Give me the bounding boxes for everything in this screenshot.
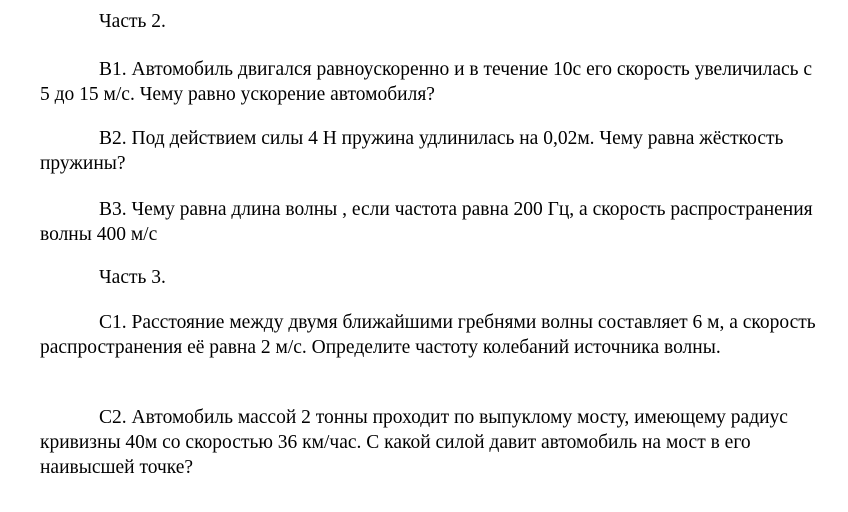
question-b2: В2. Под действием силы 4 Н пружина удлинилась на 0,02м. Чему равна жёсткость пружины? xyxy=(40,128,784,174)
part3-heading: Часть 3. xyxy=(99,267,166,288)
question-c1: С1. Расстояние между двумя ближайшими гребнями волны составляет 6 м, а скорость распространения её равна 2 м/с. Определите частоту колебаний источника волны. xyxy=(40,312,816,358)
question-b3: В3. Чему равна длина волны , если частота равна 200 Гц, а скорость распространения волны 400 м/с xyxy=(40,199,813,245)
question-c2: С2. Автомобиль массой 2 тонны проходит по выпуклому мосту, имеющему радиус кривизны 40м со скоростью 36 км/час. С какой силой давит автомобиль на мост в его наивысшей точке? xyxy=(40,407,788,478)
part2-heading: Часть 2. xyxy=(99,11,166,32)
question-b1: В1. Автомобиль двигался равноускоренно и в течение 10с его скорость увеличилась с 5 до 15 м/с. Чему равно ускорение автомобиля? xyxy=(40,59,813,105)
